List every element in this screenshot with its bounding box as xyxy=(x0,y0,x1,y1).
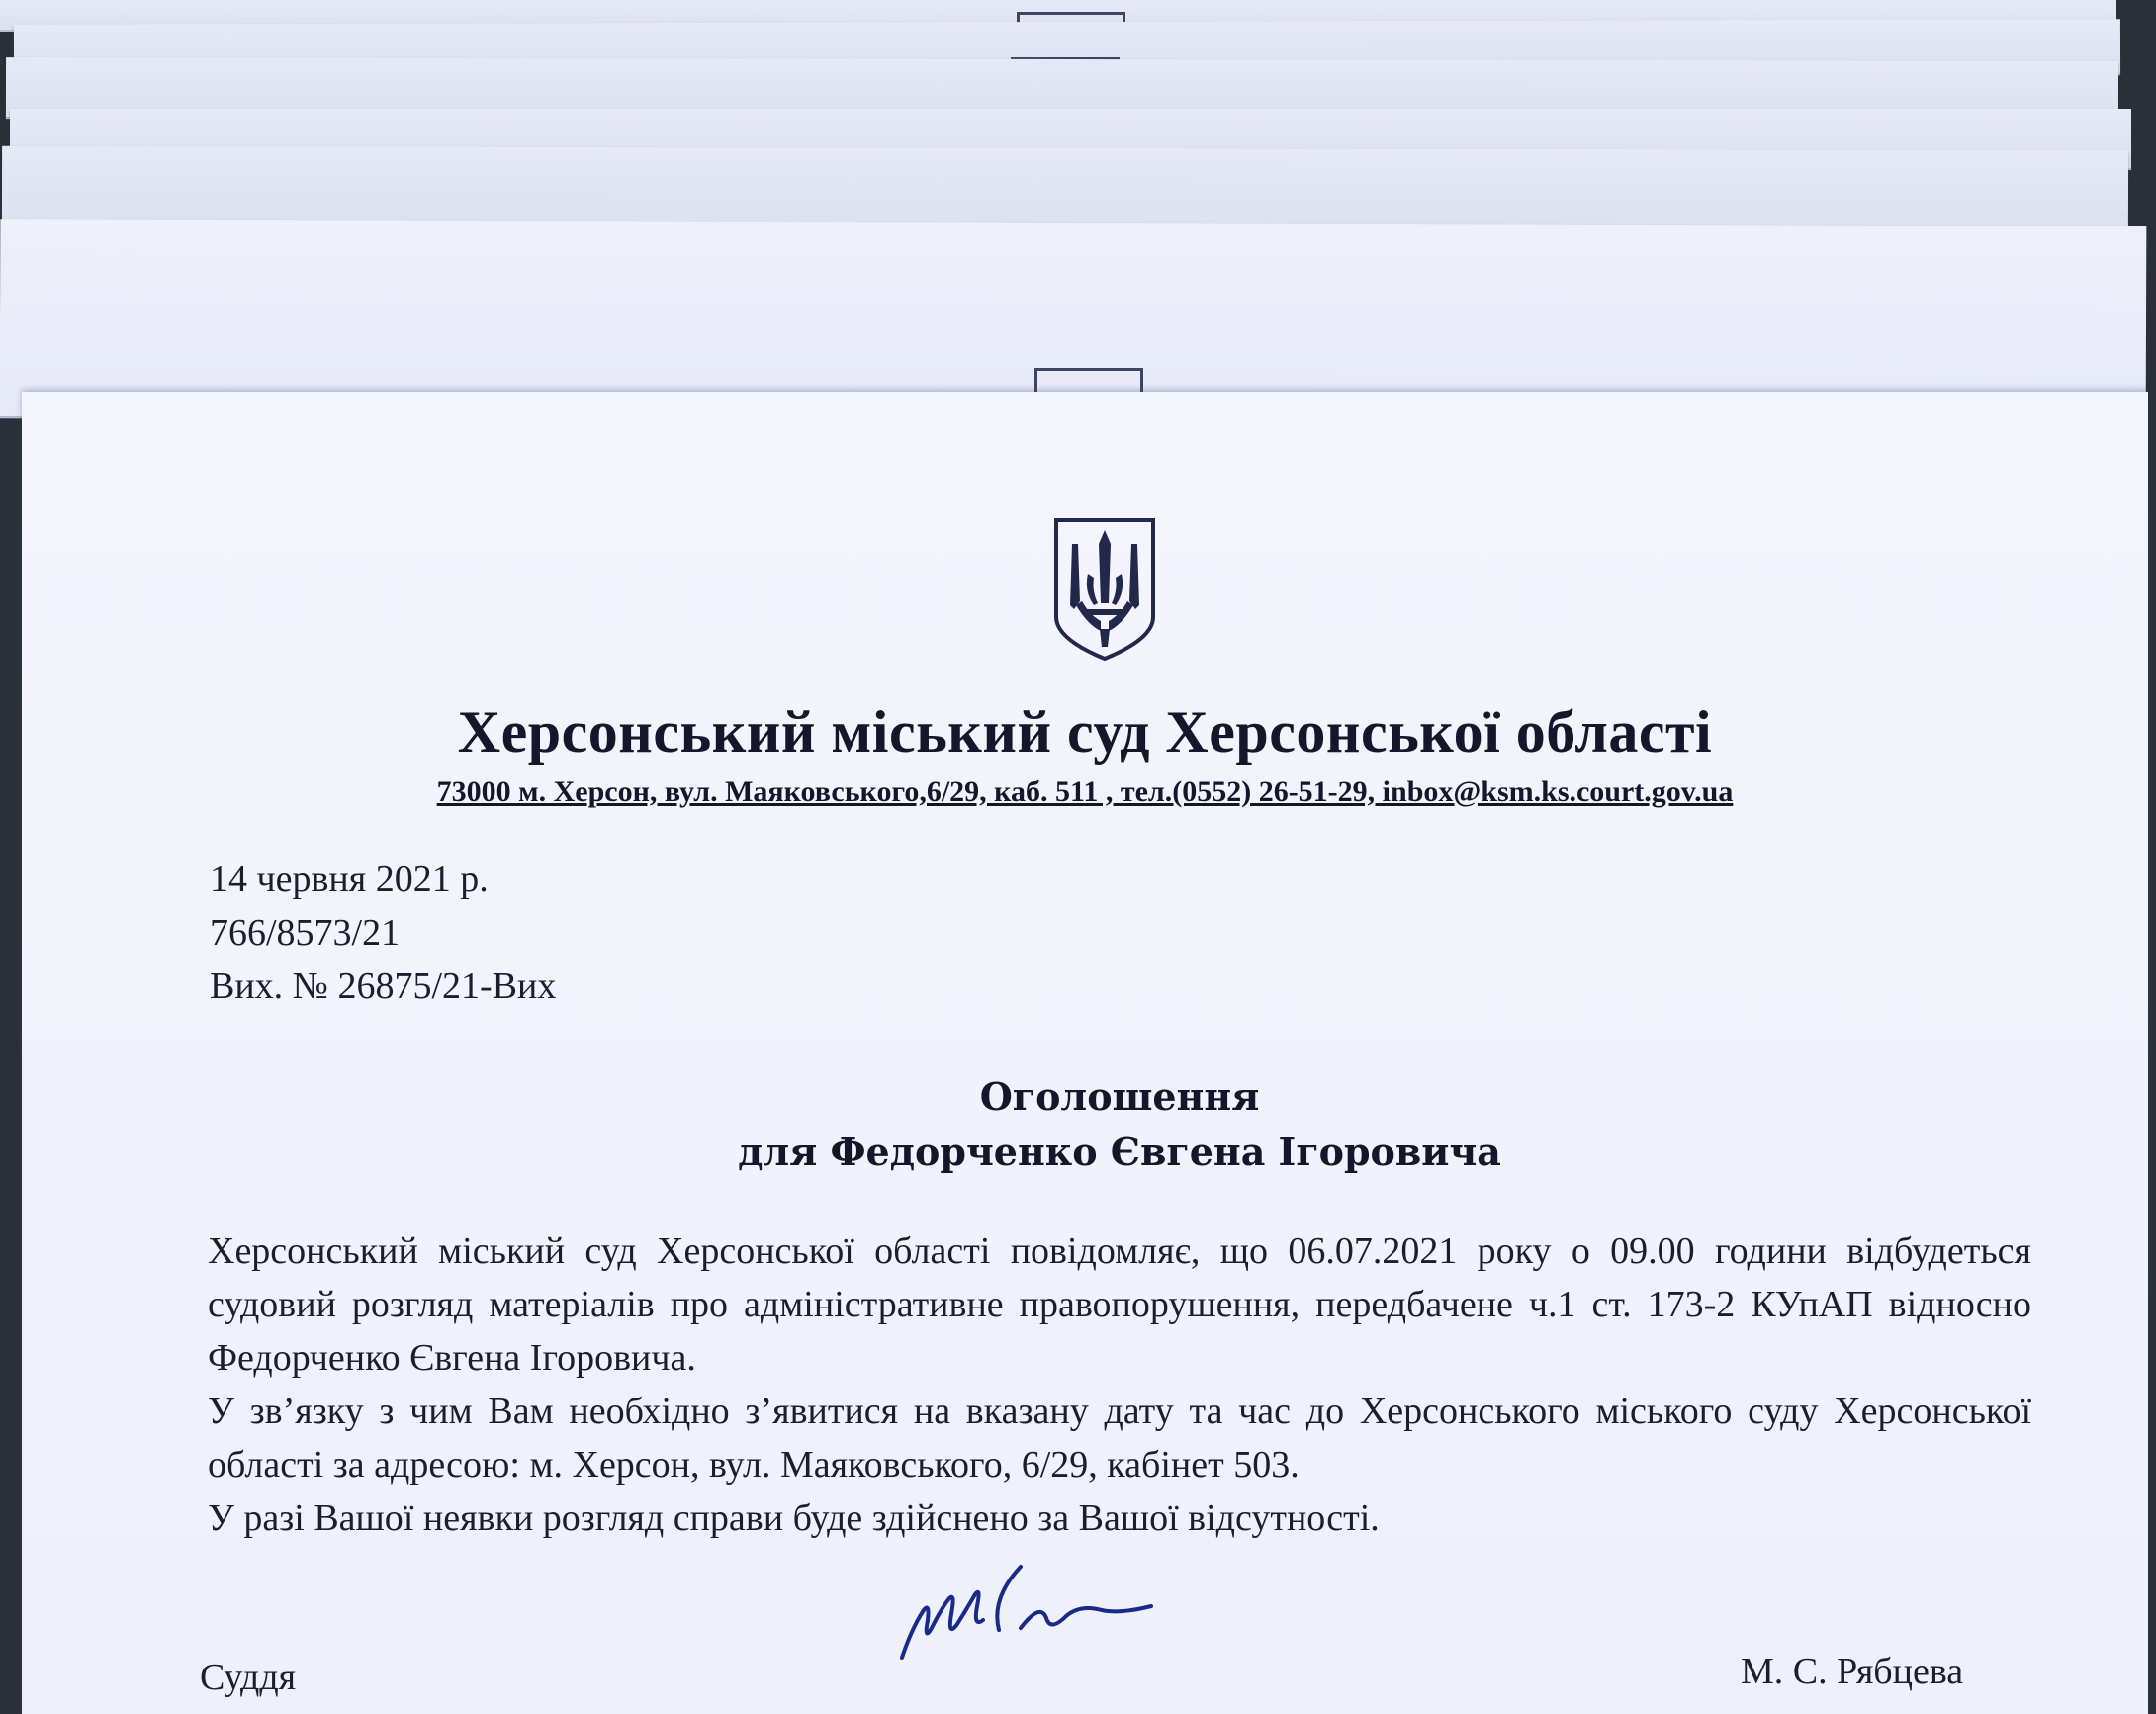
notice-paragraph: У зв’язку з чим Вам необхідно з’явитися на вказану дату та час до Херсонського міського суду Херсонської області за адресою: м. Херсон, вул. Маяковського, 6/29, кабінет 503. xyxy=(208,1391,2031,1486)
trident-coat-of-arms-icon xyxy=(1050,514,1159,663)
notice-recipient: для Федорченко Євгена Ігоровича xyxy=(738,1129,1501,1174)
notice-paragraph: Херсонський міський суд Херсонської області повідомляє, що 06.07.2021 року о 09.00 години відбудеться судовий розгляд матеріалів про адміністративне правопорушення, передбачене ч.1 ст. 173-2 КУпАП відносно Федорченко Євгена Ігоровича. xyxy=(208,1230,2031,1379)
signatory-role: Суддя xyxy=(200,1657,297,1698)
notice-paragraph: У разі Вашої неявки розгляд справи буде здійснено за Вашої відсутності. xyxy=(208,1497,1380,1539)
case-number: 766/8573/21 xyxy=(210,912,401,953)
handwritten-signature xyxy=(872,1559,1169,1668)
notice-body xyxy=(208,1224,2031,1545)
outgoing-number: Вих. № 26875/21-Вих xyxy=(210,965,557,1007)
court-address-line: 73000 м. Херсон, вул. Маяковського,6/29, каб. 511 , тел.(0552) 26-51-29, inbox@ksm.ks.court.gov.ua xyxy=(436,775,1734,808)
document-date: 14 червня 2021 р. xyxy=(210,858,489,900)
background-paper-sheet xyxy=(2,146,2128,232)
document-meta xyxy=(210,853,556,1013)
signatory-name: М. С. Рябцева xyxy=(1741,1651,1964,1692)
court-notice-document xyxy=(22,392,2148,1714)
court-name-heading: Херсонський міський суд Херсонської області xyxy=(457,699,1713,765)
notice-title: Оголошення xyxy=(979,1074,1260,1119)
